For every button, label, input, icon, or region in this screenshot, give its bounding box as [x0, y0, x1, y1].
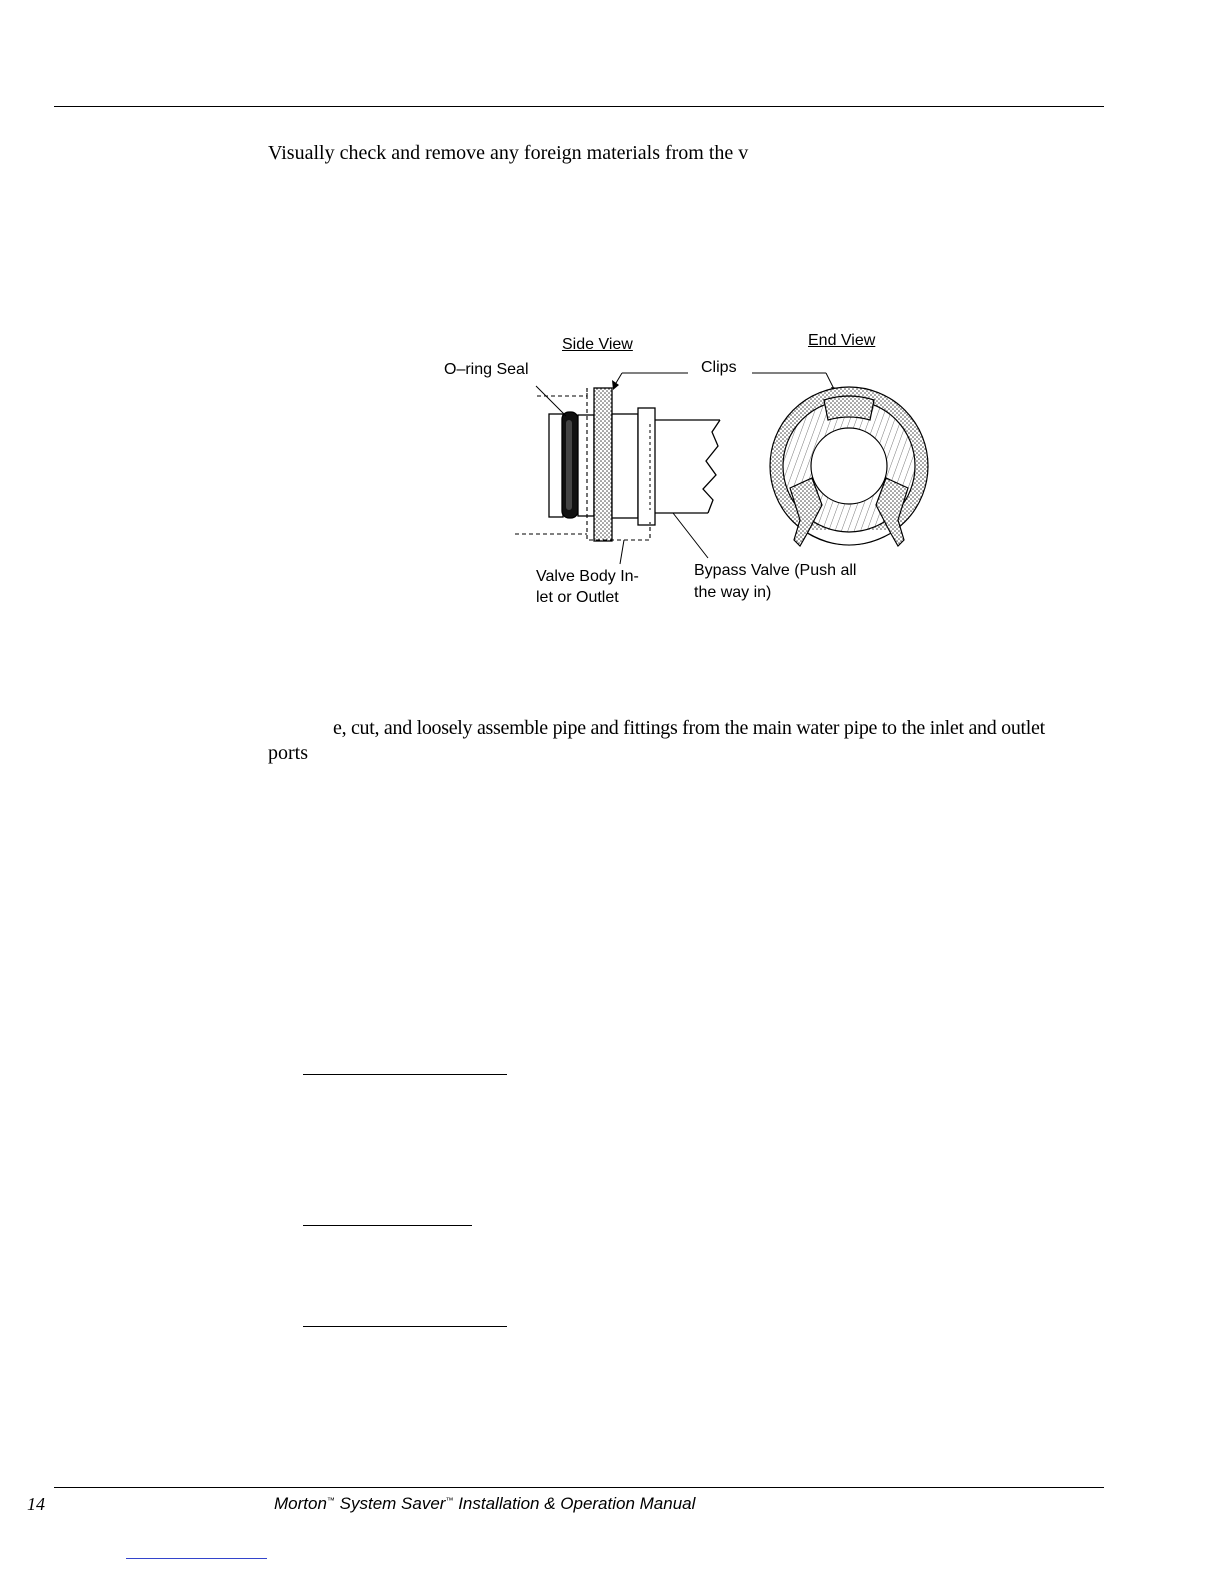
paragraph-assemble-pipe-line-2: ports: [268, 742, 308, 764]
page-number: 14: [27, 1494, 45, 1514]
footer-title-text: Installation & Operation Manual: [458, 1494, 696, 1513]
footer-product: System Saver: [339, 1494, 446, 1513]
bypass-valve-label-line-2: the way in): [694, 584, 772, 601]
footer-manual-title: [274, 1494, 695, 1514]
blank-line-1: [303, 1074, 507, 1075]
end-view-label: End View: [808, 332, 876, 349]
footer-rule: [54, 1487, 1104, 1488]
o-ring-seal-label: O–ring Seal: [444, 361, 529, 378]
valve-body-label-line-1: Valve Body In-: [536, 568, 639, 585]
paragraph-visual-check: Visually check and remove any foreign materials from the v: [268, 142, 749, 164]
bypass-valve-label-line-1: Bypass Valve (Push all: [694, 562, 857, 579]
valve-body-label-line-2: let or Outlet: [536, 589, 619, 606]
bypass-valve-side-view-drawing: [0, 0, 1224, 700]
clips-label: Clips: [701, 359, 737, 376]
blank-line-2: [303, 1225, 472, 1226]
trademark-mark: ™: [326, 1496, 335, 1505]
side-view-label: Side View: [562, 336, 633, 353]
trademark-mark: ™: [445, 1496, 454, 1505]
link-underline[interactable]: [126, 1558, 267, 1559]
paragraph-assemble-pipe-line-1: e, cut, and loosely assemble pipe and fittings from the main water pipe to the inlet and outlet: [333, 717, 1045, 739]
blank-line-3: [303, 1326, 507, 1327]
footer-brand: Morton: [274, 1494, 327, 1513]
